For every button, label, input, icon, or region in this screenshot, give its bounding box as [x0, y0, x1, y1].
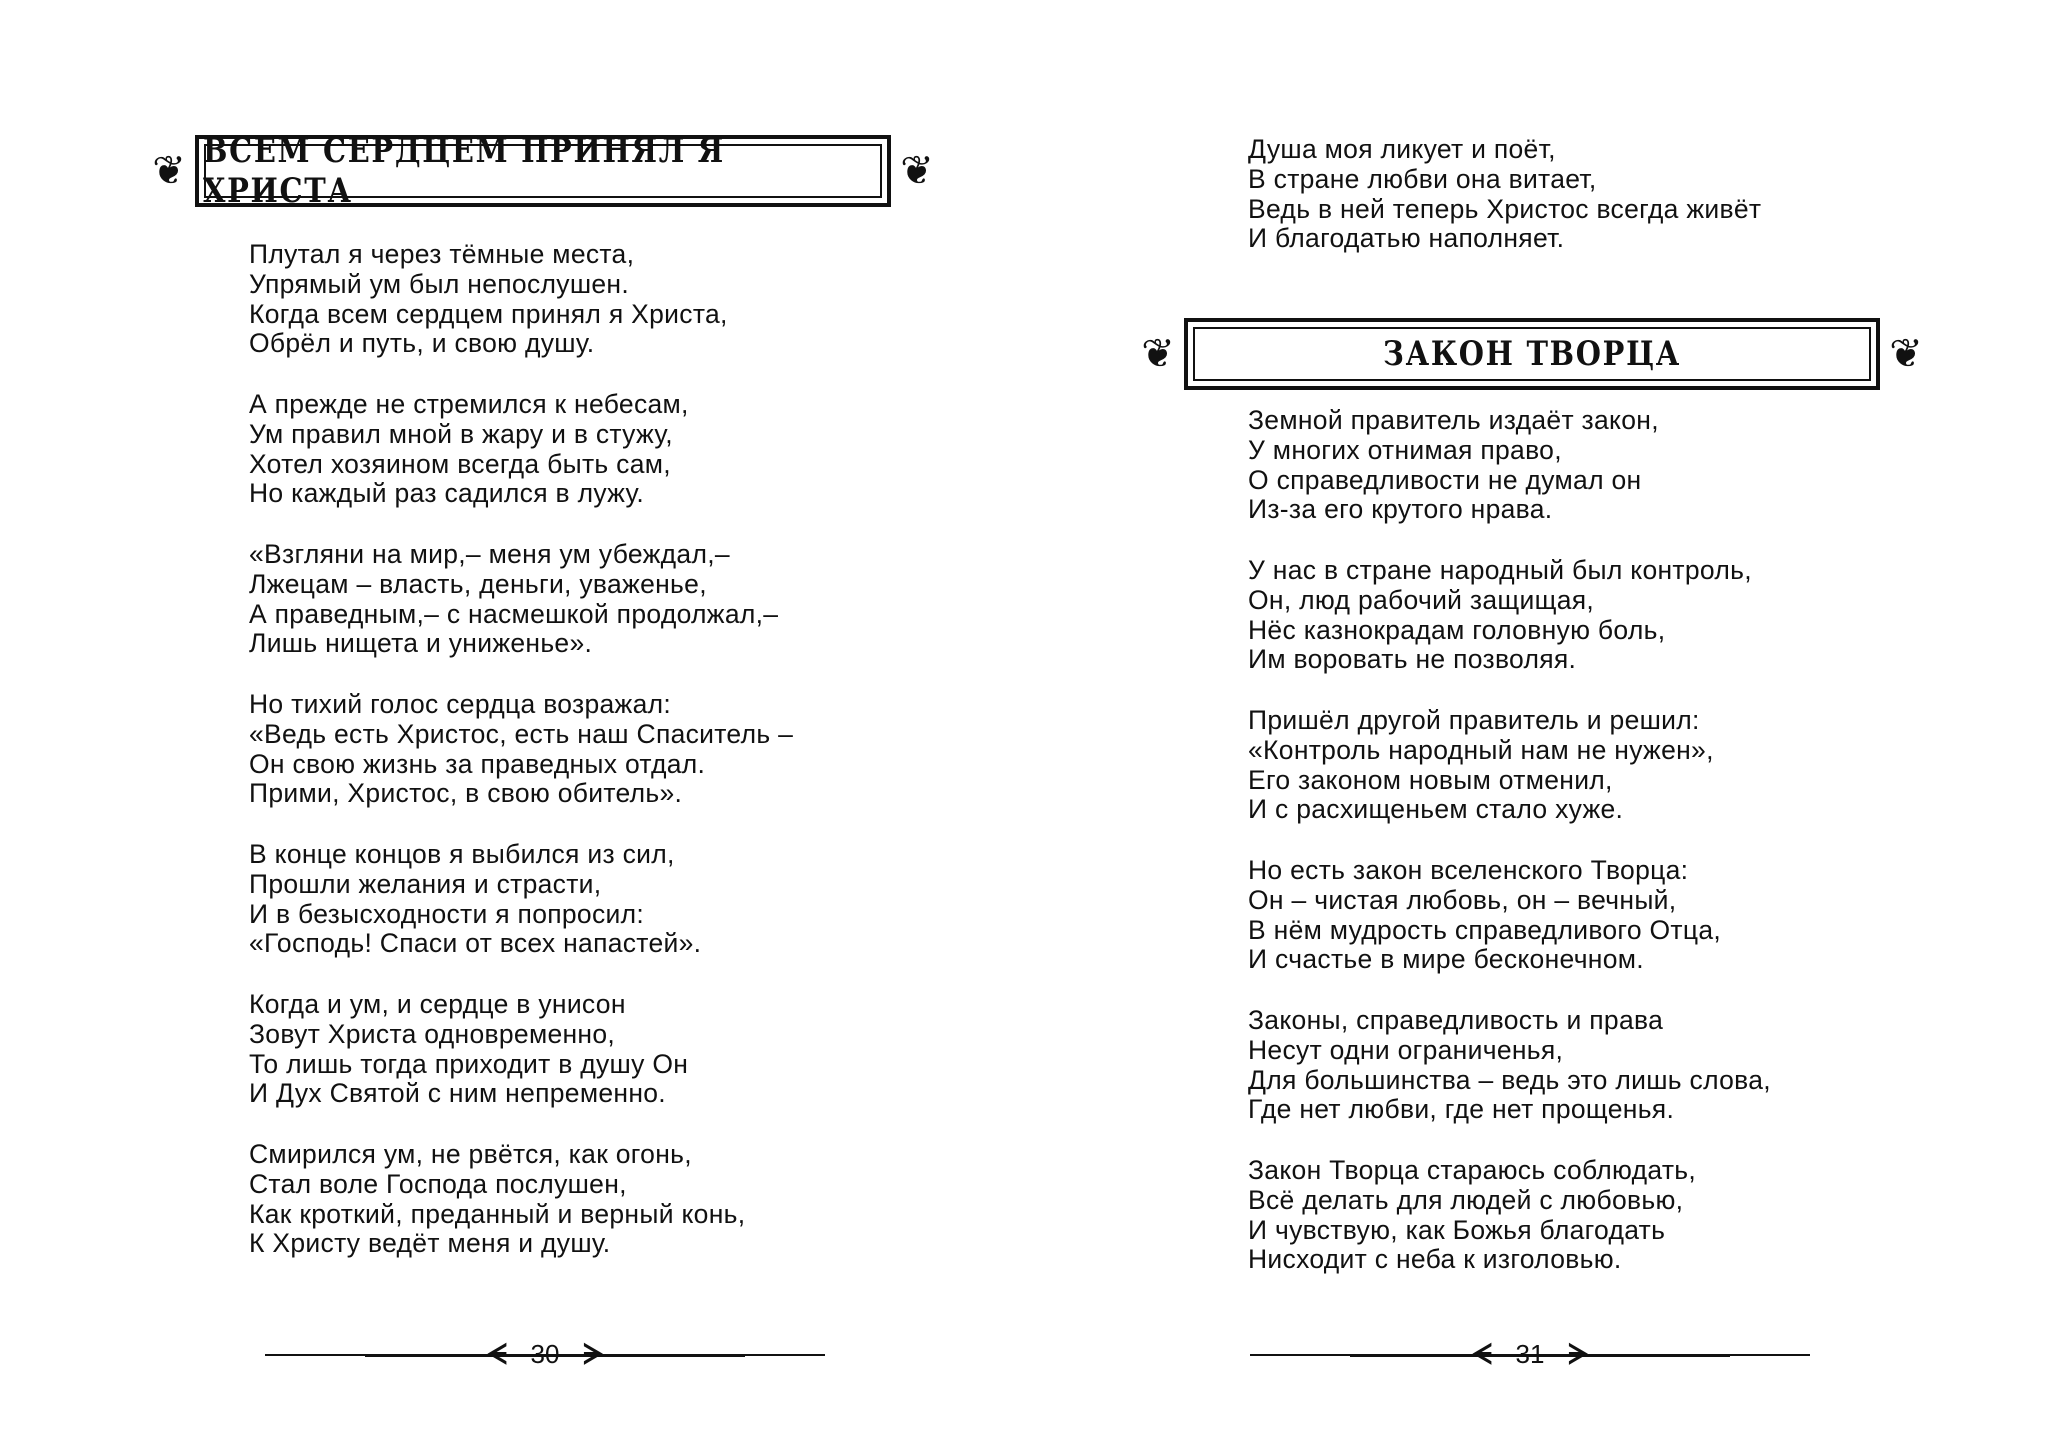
poem-line: Несут одни ограниченья,	[1248, 1034, 1564, 1065]
poem-line: «Ведь есть Христос, есть наш Спаситель –	[249, 718, 794, 749]
poem-line: Прошли желания и страсти,	[249, 868, 602, 899]
poem-line: Им воровать не позволяя.	[1248, 644, 1577, 675]
poem-line: В конце концов я выбился из сил,	[249, 838, 675, 869]
stanza	[249, 990, 793, 1109]
ornament-left-icon: ❦	[1141, 331, 1175, 377]
poem-line: Ведь в ней теперь Христос всегда живёт	[1248, 193, 1762, 224]
poem-line: Ум правил мной в жару и в стужу,	[249, 418, 673, 449]
poem-text	[1248, 406, 1771, 1306]
poem-line: Стал воле Господа послушен,	[249, 1168, 627, 1199]
poem-line: Обрёл и путь, и свою душу.	[249, 328, 595, 359]
page-number: 31	[1515, 1339, 1545, 1369]
poem-line: И с расхищеньем стало хуже.	[1248, 794, 1624, 825]
poem-line: В стране любви она витает,	[1248, 163, 1597, 194]
poem-line: Прими, Христос, в свою обитель».	[249, 778, 683, 809]
stanza	[1248, 1156, 1771, 1275]
poem-line: «Контроль народный нам не нужен»,	[1248, 734, 1714, 765]
stanza	[1248, 856, 1771, 975]
poem-text	[249, 240, 793, 1290]
poem-title: ЗАКОН ТВОРЦА	[1383, 334, 1681, 374]
poem-line: Он, люд рабочий защищая,	[1248, 584, 1595, 615]
ornament-right-icon: ❦	[900, 148, 934, 194]
poem-line: И чувствую, как Божья благодать	[1248, 1214, 1666, 1245]
poem-line: И благодатью наполняет.	[1248, 223, 1565, 254]
poem-line: Нёс казнокрадам головную боль,	[1248, 614, 1666, 645]
poem-line: Смирился ум, не рвётся, как огонь,	[249, 1138, 692, 1169]
poem-line: А прежде не стремился к небесам,	[249, 388, 689, 419]
poem-line: Но есть закон вселенского Творца:	[1248, 854, 1689, 885]
poem-line: И счастье в мире бесконечном.	[1248, 944, 1644, 975]
poem-title-banner	[143, 131, 943, 211]
stanza	[249, 240, 793, 359]
poem-continuation	[1248, 135, 1761, 254]
page-number: 30	[530, 1339, 560, 1369]
poem-line: «Господь! Спаси от всех напастей».	[249, 928, 702, 959]
stanza	[249, 540, 793, 659]
poem-line: Всё делать для людей с любовью,	[1248, 1184, 1684, 1215]
poem-line: Хотел хозяином всегда быть сам,	[249, 448, 671, 479]
stanza	[249, 1140, 793, 1259]
poem-title-banner	[1132, 318, 1932, 390]
ornament-left-icon: ❦	[152, 148, 186, 194]
poem-line: И в безысходности я попросил:	[249, 898, 645, 929]
poem-line: Где нет любви, где нет прощенья.	[1248, 1094, 1675, 1125]
page-footer	[1250, 1335, 1810, 1375]
ornament-right-icon: ❦	[1889, 331, 1923, 377]
poem-line: Зовут Христа одновременно,	[249, 1018, 616, 1049]
ornament-heart-right-icon: ᗒ	[583, 1339, 604, 1370]
poem-line: Законы, справедливость и права	[1248, 1004, 1664, 1035]
poem-line: И Дух Святой с ним непременно.	[249, 1078, 666, 1109]
poem-line: Для большинства – ведь это лишь слова,	[1248, 1064, 1771, 1095]
poem-line: К Христу ведёт меня и душу.	[249, 1228, 611, 1259]
poem-line: Лжецам – власть, деньги, уваженье,	[249, 568, 707, 599]
stanza	[249, 390, 793, 509]
poem-line: В нём мудрость справедливого Отца,	[1248, 914, 1722, 945]
ornament-heart-left-icon: ᗕ	[487, 1339, 508, 1370]
poem-line: Из-за его крутого нрава.	[1248, 494, 1553, 525]
stanza	[249, 840, 793, 959]
poem-line: Он – чистая любовь, он – вечный,	[1248, 884, 1677, 915]
stanza	[1248, 706, 1771, 825]
poem-line: Но каждый раз садился в лужу.	[249, 478, 645, 509]
poem-line: Душа моя ликует и поёт,	[1248, 134, 1556, 164]
poem-line: О справедливости не думал он	[1248, 464, 1642, 495]
poem-line: Упрямый ум был непослушен.	[249, 268, 630, 299]
poem-line: Лишь нищета и униженье».	[249, 628, 593, 659]
poem-line: Плутал я через тёмные места,	[249, 239, 635, 269]
page-footer	[265, 1335, 825, 1375]
stanza	[1248, 1006, 1771, 1125]
poem-line: Как кроткий, преданный и верный конь,	[249, 1198, 746, 1229]
poem-line: У многих отнимая право,	[1248, 434, 1562, 465]
stanza	[1248, 556, 1771, 675]
poem-line: Пришёл другой правитель и решил:	[1248, 704, 1700, 735]
poem-line: Когда и ум, и сердце в унисон	[249, 988, 626, 1019]
poem-line: Нисходит с неба к изголовью.	[1248, 1244, 1622, 1275]
poem-line: То лишь тогда приходит в душу Он	[249, 1048, 689, 1079]
stanza	[1248, 406, 1771, 525]
ornament-heart-right-icon: ᗒ	[1568, 1339, 1589, 1370]
poem-line: А праведным,– с насмешкой продолжал,–	[249, 598, 779, 629]
stanza	[249, 690, 793, 809]
poem-line: Но тихий голос сердца возражал:	[249, 688, 672, 719]
right-page	[1029, 0, 2058, 1454]
poem-line: Земной правитель издаёт закон,	[1248, 405, 1659, 435]
poem-line: У нас в стране народный был контроль,	[1248, 554, 1752, 585]
poem-line: Когда всем сердцем принял я Христа,	[249, 298, 728, 329]
ornament-heart-left-icon: ᗕ	[1472, 1339, 1493, 1370]
poem-line: Его законом новым отменил,	[1248, 764, 1613, 795]
poem-line: «Взгляни на мир,– меня ум убеждал,–	[249, 538, 730, 569]
poem-title: ВСЕМ СЕРДЦЕМ ПРИНЯЛ Я ХРИСТА	[203, 131, 725, 211]
poem-line: Закон Творца стараюсь соблюдать,	[1248, 1154, 1697, 1185]
poem-line: Он свою жизнь за праведных отдал.	[249, 748, 706, 779]
